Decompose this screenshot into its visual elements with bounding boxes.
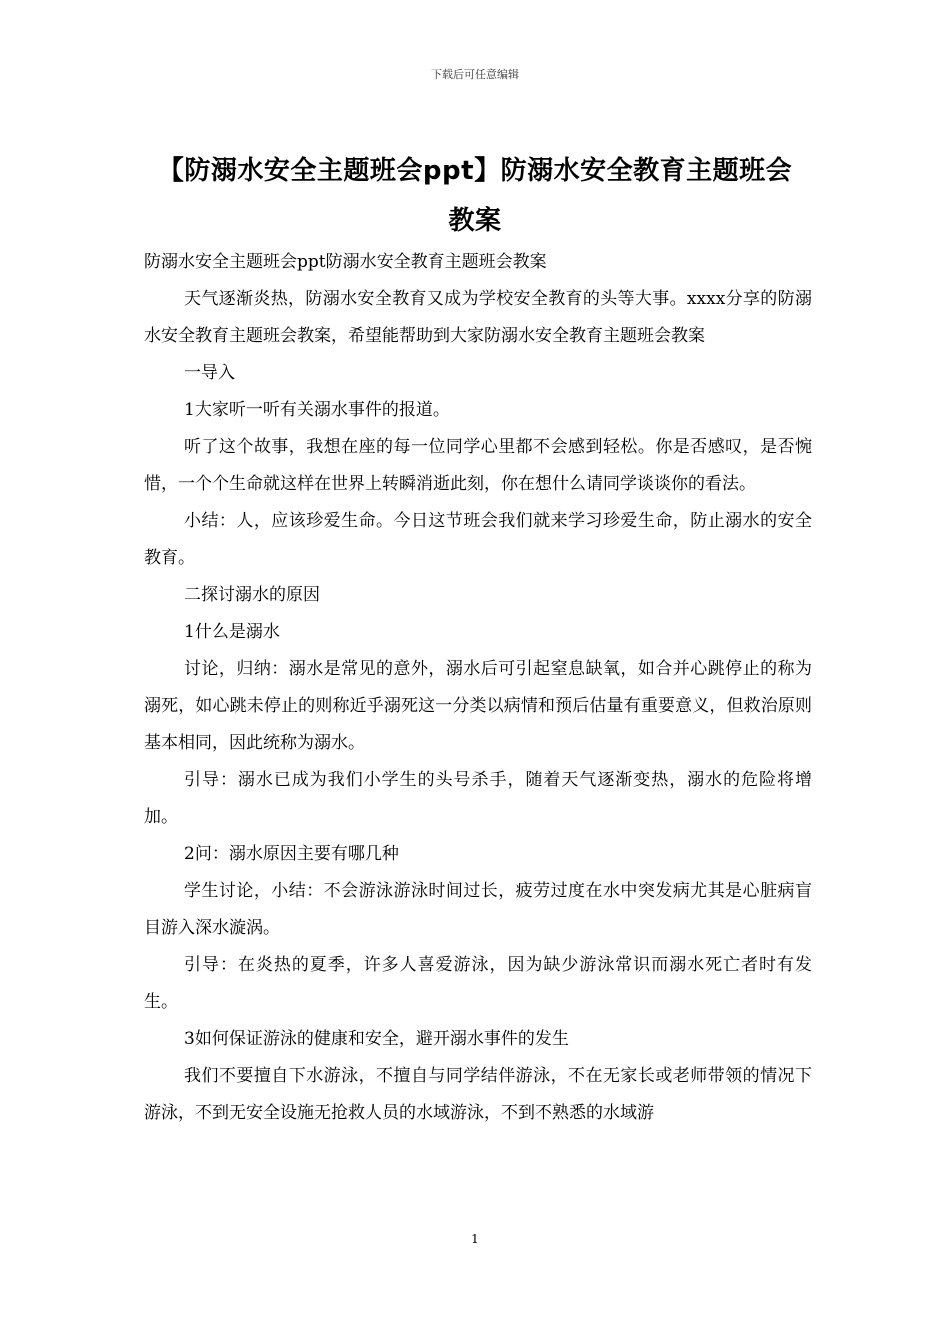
- paragraph: 讨论，归纳：溺水是常见的意外，溺水后可引起窒息缺氧，如合并心跳停止的称为溺死，如心跳未停止的则称近乎溺死这一分类以病情和预后估量有重要意义，但救治原则基本相同，因此统称为溺水。: [144, 659, 812, 753]
- paragraph-subtitle: 防溺水安全主题班会ppt防溺水安全教育主题班会教案: [144, 252, 547, 272]
- paragraph: 引导：溺水已成为我们小学生的头号杀手，随着天气逐渐变热，溺水的危险将增加。: [144, 770, 812, 827]
- paragraph: 天气逐渐炎热，防溺水安全教育又成为学校安全教育的头等大事。xxxx分享的防溺水安全教育主题班会教案，希望能帮助到大家防溺水安全教育主题班会教案: [144, 289, 812, 346]
- paragraph: 学生讨论，小结：不会游泳游泳时间过长，疲劳过度在水中突发病尤其是心脏病盲目游入深水漩涡。: [144, 881, 812, 938]
- paragraph: 2问：溺水原因主要有哪几种: [184, 844, 399, 864]
- paragraph: 小结：人，应该珍爱生命。今日这节班会我们就来学习珍爱生命，防止溺水的安全教育。: [144, 511, 812, 568]
- paragraph: 我们不要擅自下水游泳，不擅自与同学结伴游泳，不在无家长或老师带领的情况下游泳，不到无安全设施无抢救人员的水域游泳，不到不熟悉的水域游: [144, 1066, 812, 1123]
- paragraph: 1什么是溺水: [184, 622, 280, 642]
- section-heading: 二探讨溺水的原因: [184, 585, 320, 605]
- paragraph: 听了这个故事，我想在座的每一位同学心里都不会感到轻松。你是否感叹，是否惋惜，一个个生命就这样在世界上转瞬消逝此刻，你在想什么请同学谈谈你的看法。: [144, 437, 812, 494]
- paragraph: 1大家听一听有关溺水事件的报道。: [184, 400, 450, 420]
- header-note: 下载后可任意编辑: [431, 68, 519, 81]
- paragraph: 引导：在炎热的夏季，许多人喜爱游泳，因为缺少游泳常识而溺水死亡者时有发生。: [144, 955, 812, 1012]
- section-heading: 一导入: [184, 363, 235, 383]
- paragraph: 3如何保证游泳的健康和安全，避开溺水事件的发生: [184, 1029, 569, 1049]
- page-number: 1: [471, 1232, 479, 1246]
- document-title: 【防溺水安全主题班会ppt】防溺水安全教育主题班会教案: [157, 156, 793, 236]
- document-body: [144, 244, 812, 1132]
